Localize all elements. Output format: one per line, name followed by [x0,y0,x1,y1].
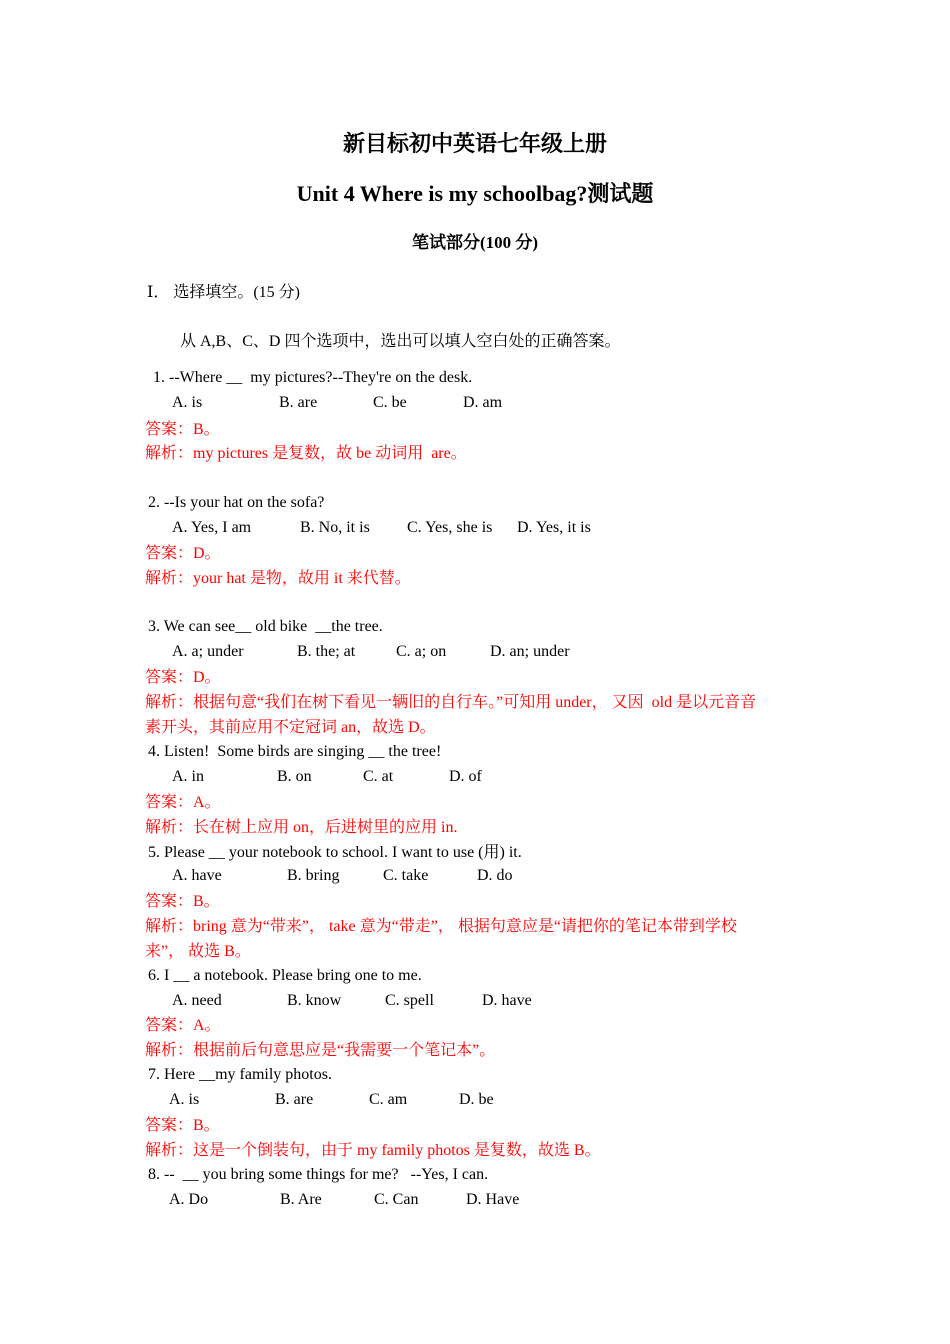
option: C. spell [385,992,434,1009]
option: A. Yes, I am [172,519,252,536]
instruction-text: 从 A,B、C、D 四个选项中，选出可以填人空白处的正确答案。 [180,333,621,350]
option: D. of [449,768,482,785]
option: B. know [287,992,342,1009]
option: B. bring [287,867,340,884]
option: B. the; at [297,643,356,660]
explanation-text: 解析：这是一个倒装句，由于 my family photos 是复数，故选 B。 [145,1142,601,1159]
question-stem: 2. --Is your hat on the sofa? [148,494,325,511]
option: A. in [172,768,204,785]
option: B. on [277,768,312,785]
option: A. Do [169,1191,209,1208]
option: B. are [279,394,318,411]
option: B. are [275,1091,314,1108]
answer-text: 答案：D。 [145,669,221,686]
option: C. Can [374,1191,419,1208]
option: D. have [482,992,532,1009]
question-stem: 4. Listen! Some birds are singing __ the tree! [148,743,442,760]
explanation-text: 解析：根据前后句意思应是“我需要一个笔记本”。 [145,1042,496,1059]
explanation-text: 解析：your hat 是物，故用 it 来代替。 [145,570,411,587]
option: C. Yes, she is [407,519,493,536]
question-stem: 1. --Where __ my pictures?--They're on the desk. [153,369,473,386]
option: B. Are [280,1191,322,1208]
answer-text: 答案：D。 [145,545,221,562]
option: D. an; under [490,643,570,660]
question-stem: 7. Here __my family photos. [148,1066,332,1083]
option: C. be [373,394,407,411]
question-stem: 6. I __ a notebook. Please bring one to me. [148,967,422,984]
question-stem: 3. We can see__ old bike __the tree. [148,618,383,635]
document-title: 新目标初中英语七年级上册 [342,131,607,156]
option: D. Have [466,1191,520,1208]
option: D. Yes, it is [517,519,591,536]
explanation-text: 素开头，其前应用不定冠词 an，故选 D。 [145,719,436,736]
answer-text: 答案：A。 [145,794,221,811]
option: C. take [383,867,429,884]
option: C. a; on [396,643,447,660]
option: B. No, it is [300,519,370,536]
question-stem: 8. -- __ you bring some things for me? --Yes, I can. [148,1166,489,1183]
option: C. am [369,1091,408,1108]
explanation-text: 解析：bring 意为“带来”， take 意为“带走”， 根据句意应是“请把你的笔记本带到学校 [145,918,737,935]
explanation-text: 来”， 故选 B。 [145,943,251,960]
document-subtitle: Unit 4 Where is my schoolbag?测试题 [296,181,654,206]
explanation-text: 解析：根据句意“我们在树下看见一辆旧的自行车。”可知用 under， 又因 old 是以元音音 [145,694,757,711]
explanation-text: 解析：长在树上应用 on，后进树里的应用 in. [145,819,458,836]
option: D. do [477,867,513,884]
answer-text: 答案：B。 [145,421,220,438]
answer-text: 答案：B。 [145,893,220,910]
option: C. at [363,768,394,785]
question-stem: 5. Please __ your notebook to school. I want to use (用) it. [148,844,522,861]
section-score-heading: 笔试部分(100 分) [411,233,539,252]
option: A. is [172,394,203,411]
explanation-text: 解析：my pictures 是复数，故 be 动词用 are。 [145,445,467,462]
option: D. be [459,1091,494,1108]
option: A. need [172,992,222,1009]
answer-text: 答案：A。 [145,1017,221,1034]
answer-text: 答案：B。 [145,1117,220,1134]
option: D. am [463,394,503,411]
option: A. have [172,867,222,884]
option: A. is [169,1091,200,1108]
option: A. a; under [172,643,244,660]
section-heading: Ⅰ． 选择填空。(15 分) [147,284,300,301]
